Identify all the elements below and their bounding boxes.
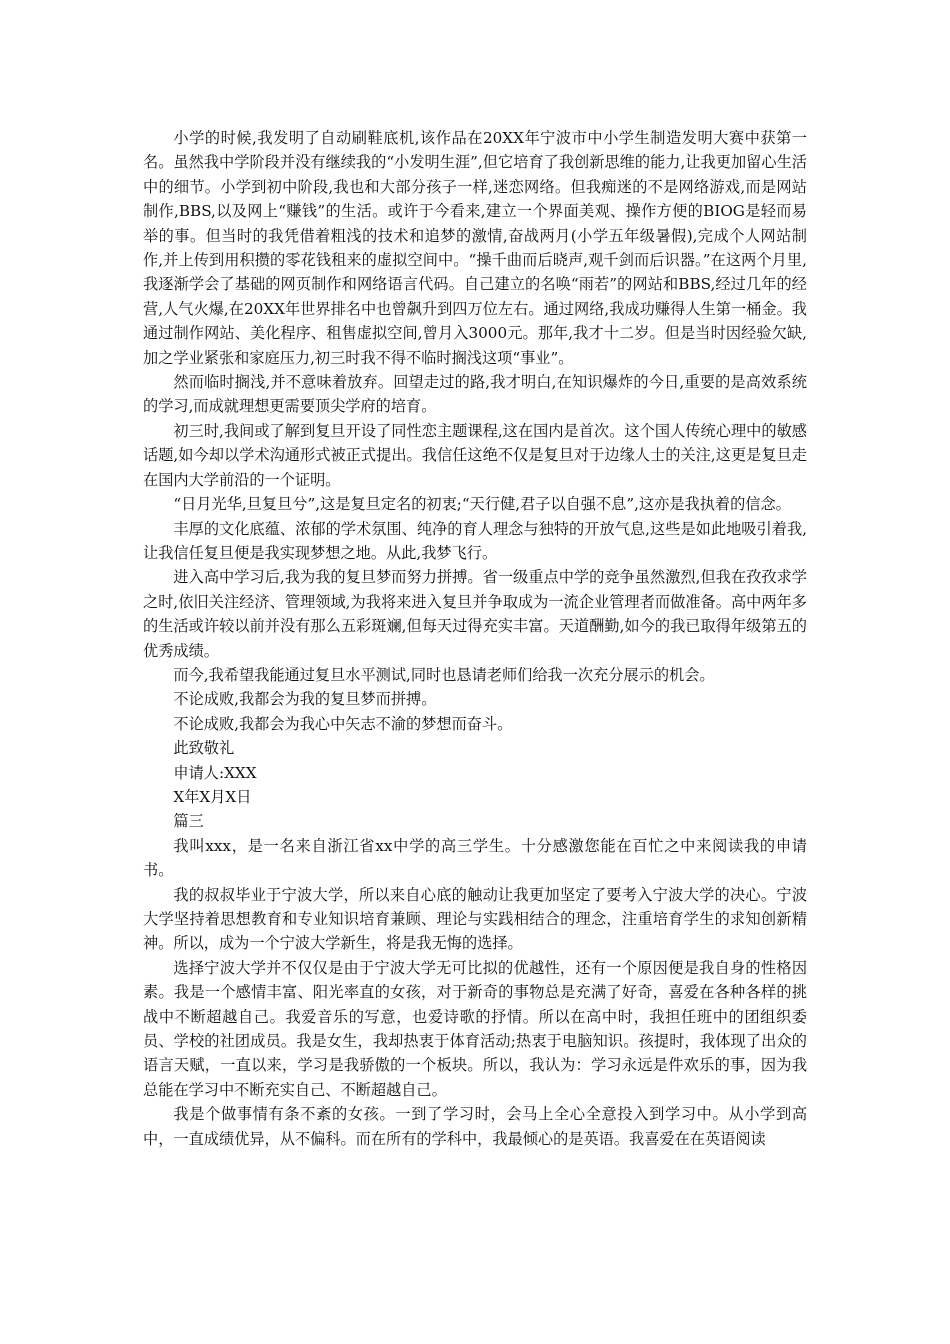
paragraph-pause: 然而临时搁浅,并不意味着放弃。回望走过的路,我才明白,在知识爆炸的今日,重要的是高效系统的学习,而成就理想更需要顶尖学府的培育。 (143, 373, 807, 416)
paragraph-intro: 我叫xxx，是一名来自浙江省xx中学的高三学生。十分感激您能在百忙之中来阅读我的申请书。 (143, 836, 807, 880)
document-body (143, 126, 807, 1151)
closing-salutation: 此致敬礼 (173, 739, 235, 758)
paragraph-resolve-1: 不论成败,我都会为我的复旦梦而拼搏。 (173, 690, 437, 709)
paragraph-fudan-course: 初三时,我间或了解到复旦开设了同性恋主题课程,这在国内是首次。这个国人传统心理中的敏感话题,如今却以学术沟通形式被正式提出。我信任这绝不仅是复旦对于边缘人士的关注,这更是复旦走在国内大学前沿的一个证明。 (143, 421, 807, 489)
paragraph-high-school: 进入高中学习后,我为我的复旦梦而努力拼搏。省一级重点中学的竞争虽然激烈,但我在孜孜求学之时,依旧关注经济、管理领域,为我将来进入复旦并争取成为一流企业管理者而做准备。高中两年多的生活或许较以前并没有那么五彩斑斓,但每天过得充实丰富。天道酬勤,如今的我已取得年级第五的优秀成绩。 (143, 568, 807, 660)
paragraph-hope: 而今,我希望我能通过复旦水平测试,同时也恳请老师们给我一次充分展示的机会。 (173, 665, 715, 684)
paragraph-uncle: 我的叔叔毕业于宁波大学，所以来自心底的触动让我更加坚定了要考入宁波大学的决心。宁波大学坚持着思想教育和专业知识培育兼顾、理论与实践相结合的理念，注重培育学生的求知创新精神。所以，成为一个宁波大学新生，将是我无悔的选择。 (143, 885, 807, 953)
section-heading: 篇三 (173, 812, 204, 831)
paragraph-study-habits: 我是个做事情有条不紊的女孩。一到了学习时，会马上全心全意投入到学习中。从小学到高中，一直成绩优异，从不偏科。而在所有的学科中，我最倾心的是英语。我喜爱在在英语阅读 (143, 1105, 807, 1148)
date-line: X年X月X日 (173, 787, 252, 806)
paragraph-motto: “日月光华,旦复旦兮”,这是复旦定名的初衷;“天行健,君子以自强不息”,这亦是我执着的信念。 (173, 495, 791, 514)
paragraph-culture: 丰厚的文化底蕴、浓郁的学术氛围、纯净的育人理念与独特的开放气息,这些是如此地吸引着我,让我信任复旦便是我实现梦想之地。从此,我梦飞行。 (143, 519, 807, 562)
applicant-line: 申请人:XXX (173, 763, 257, 782)
paragraph-personality: 选择宁波大学并不仅仅是由于宁波大学无可比拟的优越性，还有一个原因便是我自身的性格因素。我是一个感情丰富、阳光率直的女孩，对于新奇的事物总是充满了好奇，喜爱在各种各样的挑战中不断超越自己。我爱音乐的写意，也爱诗歌的抒情。所以在高中时，我担任班中的团组织委员、学校的社团成员。我是女生，我却热衷于体育活动;热衷于电脑知识。孩提时，我体现了出众的语言天赋，一直以来，学习是我骄傲的一个板块。所以，我认为：学习永远是件欢乐的事，因为我总能在学习中不断充实自己、不断超越自己。 (143, 958, 807, 1099)
paragraph-resolve-2: 不论成败,我都会为我心中矢志不渝的梦想而奋斗。 (173, 714, 513, 733)
paragraph-invention: 小学的时候,我发明了自动刷鞋底机,该作品在20XX年宁波市中小学生制造发明大赛中获第一名。虽然我中学阶段并没有继续我的“小发明生涯”,但它培育了我创新思维的能力,让我更加留心生活中的细节。小学到初中阶段,我也和大部分孩子一样,迷恋网络。但我痴迷的不是网络游戏,而是网站制作,BBS,以及网上“赚钱”的生活。或许于今看来,建立一个界面美观、操作方便的BIOG是轻而易举的事。但当时的我凭借着粗浅的技术和追梦的激情,奋战两月(小学五年级暑假),完成个人网站制作,并上传到用积攒的零花钱租来的虚拟空间中。“操千曲而后晓声,观千剑而后识器。”在这两个月里,我逐渐学会了基础的网页制作和网络语言代码。自己建立的名唤“雨若”的网站和BBS,经过几年的经营,人气火爆,在20XX年世界排名中也曾飙升到四万位左右。通过网络,我成功赚得人生第一桶金。我通过制作网站、美化程序、租售虚拟空间,曾月入3000元。那年,我才十二岁。但是当时因经验欠缺,加之学业紧张和家庭压力,初三时我不得不临时搁浅这项“事业”。 (143, 129, 807, 367)
